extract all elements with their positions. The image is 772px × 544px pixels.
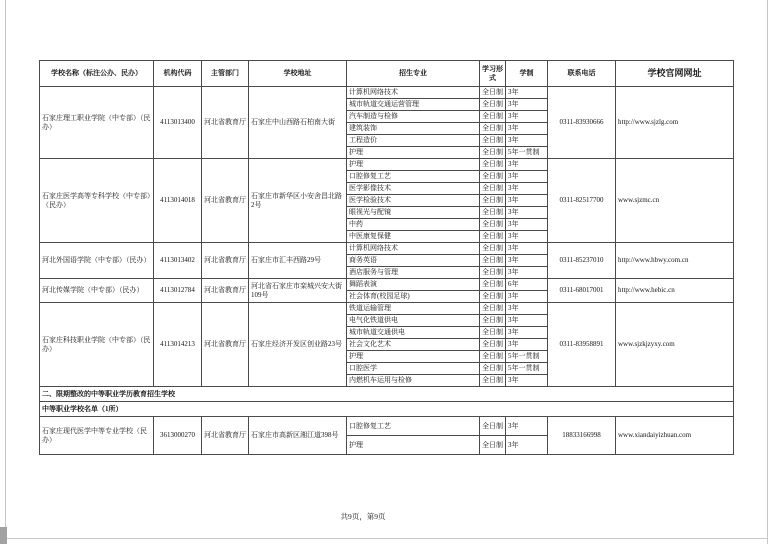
- study-form-cell: 全日制: [480, 303, 506, 315]
- major-cell: 工程造价: [347, 135, 480, 147]
- duration-cell: 3年: [506, 123, 548, 135]
- phone-cell: 18833166998: [548, 417, 616, 455]
- school-address-cell: 石家庄市汇丰西路29号: [249, 243, 347, 279]
- school-code-cell: 4113014213: [154, 303, 202, 387]
- column-header: 主管部门: [202, 61, 249, 87]
- duration-cell: 3年: [506, 315, 548, 327]
- duration-cell: 3年: [506, 183, 548, 195]
- website-cell: http://www.hbwy.com.cn: [616, 243, 734, 279]
- duration-cell: 3年: [506, 135, 548, 147]
- study-form-cell: 全日制: [480, 135, 506, 147]
- major-row: [40, 417, 734, 436]
- major-cell: 医学影像技术: [347, 183, 480, 195]
- duration-cell: 6年: [506, 279, 548, 291]
- study-form-cell: 全日制: [480, 279, 506, 291]
- major-cell: 铁道运输管理: [347, 303, 480, 315]
- school-code-cell: 4113013402: [154, 243, 202, 279]
- school-department-cell: 河北省教育厅: [202, 243, 249, 279]
- study-form-cell: 全日制: [480, 315, 506, 327]
- school-name-cell: 石家庄现代医学中等专业学校（民办）: [40, 417, 154, 455]
- school-address-cell: 石家庄市新华区小安舍昌北路2号: [249, 159, 347, 243]
- major-cell: 口腔医学: [347, 363, 480, 375]
- school-name-cell: 河北传媒学院（中专部）（民办）: [40, 279, 154, 303]
- major-cell: 内燃机车运用与检修: [347, 375, 480, 387]
- study-form-cell: 全日制: [480, 351, 506, 363]
- school-name-cell: 石家庄科技职业学院（中专部）（民办）: [40, 303, 154, 387]
- page-right-border: [767, 0, 768, 544]
- study-form-cell: 全日制: [480, 327, 506, 339]
- major-cell: 舞蹈表演: [347, 279, 480, 291]
- school-name-cell: 河北外国语学院（中专部）（民办）: [40, 243, 154, 279]
- column-header: 联系电话: [548, 61, 616, 87]
- study-form-cell: 全日制: [480, 243, 506, 255]
- study-form-cell: 全日制: [480, 375, 506, 387]
- major-cell: 城市轨道交通运营管理: [347, 99, 480, 111]
- website-cell: www.sjzkjzyxy.com: [616, 303, 734, 387]
- website-cell: www.sjzmc.cn: [616, 159, 734, 243]
- school-department-cell: 河北省教育厅: [202, 87, 249, 159]
- duration-cell: 3年: [506, 99, 548, 111]
- duration-cell: 5年一贯制: [506, 351, 548, 363]
- study-form-cell: 全日制: [480, 291, 506, 303]
- website-cell: http://www.sjzlg.com: [616, 87, 734, 159]
- major-row: [40, 243, 734, 255]
- duration-cell: 3年: [506, 195, 548, 207]
- study-form-cell: 全日制: [480, 207, 506, 219]
- study-form-cell: 全日制: [480, 147, 506, 159]
- phone-cell: 0311-83958891: [548, 303, 616, 387]
- column-header: 学制: [506, 61, 548, 87]
- school-code-cell: 3613000270: [154, 417, 202, 455]
- major-cell: 建筑装饰: [347, 123, 480, 135]
- duration-cell: 3年: [506, 171, 548, 183]
- school-department-cell: 河北省教育厅: [202, 279, 249, 303]
- duration-cell: 3年: [506, 255, 548, 267]
- major-row: [40, 159, 734, 171]
- page-corner-shadow: [0, 527, 7, 544]
- duration-cell: 3年: [506, 339, 548, 351]
- duration-cell: 3年: [506, 291, 548, 303]
- duration-cell: 5年一贯制: [506, 363, 548, 375]
- school-name-cell: 石家庄医学高等专科学校（中专部）（民办）: [40, 159, 154, 243]
- major-row: [40, 303, 734, 315]
- school-address-cell: 石家庄市高新区湘江道398号: [249, 417, 347, 455]
- school-address-cell: 河北省石家庄市栾城兴安大街109号: [249, 279, 347, 303]
- duration-cell: 5年一贯制: [506, 147, 548, 159]
- column-header: 机构代码: [154, 61, 202, 87]
- school-name-cell: 石家庄理工职业学院（中专部）（民办）: [40, 87, 154, 159]
- school-code-cell: 4113013400: [154, 87, 202, 159]
- study-form-cell: 全日制: [480, 339, 506, 351]
- major-cell: 护理: [347, 147, 480, 159]
- study-form-cell: 全日制: [480, 99, 506, 111]
- page-bottom-border: [5, 538, 768, 539]
- duration-cell: 3年: [506, 267, 548, 279]
- major-cell: 酒店服务与管理: [347, 267, 480, 279]
- major-cell: 中医康复保健: [347, 231, 480, 243]
- study-form-cell: 全日制: [480, 417, 506, 436]
- school-code-cell: 4113012784: [154, 279, 202, 303]
- table-header-row: [40, 61, 734, 87]
- study-form-cell: 全日制: [480, 363, 506, 375]
- study-form-cell: 全日制: [480, 219, 506, 231]
- major-cell: 护理: [347, 436, 480, 455]
- study-form-cell: 全日制: [480, 267, 506, 279]
- duration-cell: 3年: [506, 417, 548, 436]
- phone-cell: 0311-85237010: [548, 243, 616, 279]
- study-form-cell: 全日制: [480, 255, 506, 267]
- section-title-row: [40, 402, 734, 417]
- duration-cell: 3年: [506, 219, 548, 231]
- school-address-cell: 石家庄中山西路石柏南大街: [249, 87, 347, 159]
- column-header: 学校名称（标注公办、民办）: [40, 61, 154, 87]
- duration-cell: 3年: [506, 375, 548, 387]
- major-cell: 城市轨道交通供电: [347, 327, 480, 339]
- column-header: 学校官网网址: [616, 61, 734, 87]
- school-department-cell: 河北省教育厅: [202, 159, 249, 243]
- column-header: 学校地址: [249, 61, 347, 87]
- duration-cell: 3年: [506, 436, 548, 455]
- section-title-row: [40, 387, 734, 402]
- major-cell: 中药: [347, 219, 480, 231]
- duration-cell: 3年: [506, 231, 548, 243]
- major-cell: 口腔修复工艺: [347, 171, 480, 183]
- major-cell: 汽车制造与检修: [347, 111, 480, 123]
- major-cell: 口腔修复工艺: [347, 417, 480, 436]
- table-body: [40, 87, 734, 455]
- page-number-footer: 共9页，第9页: [340, 512, 386, 521]
- major-cell: 商务英语: [347, 255, 480, 267]
- major-cell: 电气化铁道供电: [347, 315, 480, 327]
- column-header: 招生专业: [347, 61, 480, 87]
- duration-cell: 3年: [506, 159, 548, 171]
- study-form-cell: 全日制: [480, 111, 506, 123]
- duration-cell: 3年: [506, 327, 548, 339]
- major-cell: 护理: [347, 159, 480, 171]
- major-cell: 社会体育(校园足球): [347, 291, 480, 303]
- duration-cell: 3年: [506, 87, 548, 99]
- school-department-cell: 河北省教育厅: [202, 417, 249, 455]
- major-cell: 社会文化艺术: [347, 339, 480, 351]
- school-code-cell: 4113014018: [154, 159, 202, 243]
- phone-cell: 0311-83930666: [548, 87, 616, 159]
- major-cell: 护理: [347, 351, 480, 363]
- enrollment-table: [39, 60, 734, 455]
- school-address-cell: 石家庄经济开发区创业路23号: [249, 303, 347, 387]
- school-department-cell: 河北省教育厅: [202, 303, 249, 387]
- study-form-cell: 全日制: [480, 159, 506, 171]
- website-cell: www.xiandaiyizhuan.com: [616, 417, 734, 455]
- website-cell: http://www.hebic.cn: [616, 279, 734, 303]
- major-cell: 计算机网络技术: [347, 243, 480, 255]
- phone-cell: 0311-82517700: [548, 159, 616, 243]
- study-form-cell: 全日制: [480, 123, 506, 135]
- study-form-cell: 全日制: [480, 436, 506, 455]
- column-header: 学习形式: [480, 61, 506, 87]
- duration-cell: 3年: [506, 303, 548, 315]
- section-title: 二、限期整改的中等职业学历教育招生学校: [40, 387, 734, 402]
- study-form-cell: 全日制: [480, 195, 506, 207]
- page-left-border: [5, 0, 6, 544]
- major-cell: 医学检验技术: [347, 195, 480, 207]
- major-cell: 眼视光与配镜: [347, 207, 480, 219]
- phone-cell: 0311-68017001: [548, 279, 616, 303]
- major-row: [40, 279, 734, 291]
- study-form-cell: 全日制: [480, 231, 506, 243]
- study-form-cell: 全日制: [480, 171, 506, 183]
- study-form-cell: 全日制: [480, 87, 506, 99]
- study-form-cell: 全日制: [480, 183, 506, 195]
- section-title: 中等职业学校名单（1所）: [40, 402, 734, 417]
- major-cell: 计算机网络技术: [347, 87, 480, 99]
- major-row: [40, 87, 734, 99]
- duration-cell: 3年: [506, 111, 548, 123]
- duration-cell: 3年: [506, 243, 548, 255]
- duration-cell: 3年: [506, 207, 548, 219]
